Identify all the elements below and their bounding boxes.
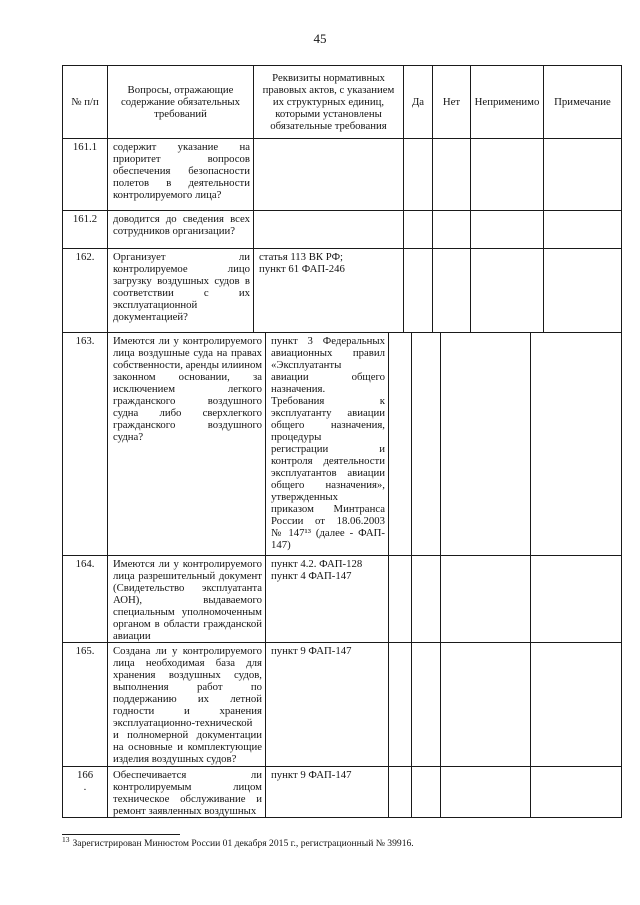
not-applicable-cell xyxy=(441,556,531,643)
question-cell xyxy=(108,556,266,643)
note-cell xyxy=(544,249,622,333)
requisites-cell xyxy=(266,767,389,818)
note-cell xyxy=(531,556,622,643)
no-cell xyxy=(412,767,441,818)
text-line: пункт 61 ФАП-246 xyxy=(259,263,345,275)
text-line: общего назначения, xyxy=(271,419,385,431)
table-row xyxy=(63,249,622,333)
text-line: хранения воздушных судов, xyxy=(113,669,262,681)
text-line: полетов в деятельности xyxy=(113,177,250,189)
text-line: законном основании, за xyxy=(113,371,262,383)
table-row xyxy=(63,139,622,211)
header-yes: Да xyxy=(404,66,433,139)
text-line: статья 113 ВК РФ; xyxy=(259,251,344,263)
text-line: Имеются ли у контролируемого xyxy=(113,558,262,570)
no-cell xyxy=(433,249,471,333)
paragraph xyxy=(113,769,262,817)
requisites-cell xyxy=(254,249,404,333)
checklist-table-top xyxy=(62,65,622,333)
paragraph xyxy=(271,645,385,657)
yes-cell xyxy=(389,643,412,767)
table-row xyxy=(63,643,622,767)
text-line: Организует ли xyxy=(113,251,250,263)
yes-cell xyxy=(389,333,412,556)
yes-cell xyxy=(404,249,433,333)
text-line: лица воздушные суда на правах xyxy=(113,347,262,359)
requisites-cell xyxy=(266,556,389,643)
not-applicable-cell xyxy=(441,767,531,818)
header-text-line: правовых актов, с указанием xyxy=(262,84,395,96)
paragraph xyxy=(113,141,250,201)
row-number: 161.2 xyxy=(72,213,98,225)
text-line: эксплуатанту авиации xyxy=(271,407,385,419)
header-text-line: содержание обязательных xyxy=(121,96,240,108)
paragraph xyxy=(271,570,385,582)
text-line: гражданского воздушного xyxy=(113,395,262,407)
text-line: Обеспечивается ли xyxy=(113,769,262,781)
text-line: Создана ли у контролируемого xyxy=(113,645,262,657)
row-number-cell xyxy=(63,643,108,767)
checklist-table-bottom xyxy=(62,332,622,818)
paragraph xyxy=(271,558,385,570)
text-line: исключением легкого xyxy=(113,383,262,395)
text-line: контроля деятельности xyxy=(271,455,385,467)
row-number: 161.1 xyxy=(72,141,98,153)
header-text-line: Вопросы, отражающие xyxy=(127,84,234,96)
text-line: приоритет вопросов xyxy=(113,153,250,165)
table-row xyxy=(63,333,622,556)
header-text-line: Реквизиты нормативных xyxy=(272,72,385,84)
text-line: годности и хранения xyxy=(113,705,262,717)
text-line: 147) xyxy=(271,539,291,551)
text-line: регистрации и xyxy=(271,443,385,455)
row-number-cell xyxy=(63,767,108,818)
header-text-line: требований xyxy=(154,108,207,120)
text-line: «Эксплуатанты xyxy=(271,359,342,371)
text-line: лица необходимая база для xyxy=(113,657,262,669)
paragraph xyxy=(113,558,262,642)
text-line: собственности, аренды илиином xyxy=(113,359,263,371)
text-line: авиационных правил xyxy=(271,347,385,359)
text-line: пункт 3 Федеральных xyxy=(271,335,385,347)
header-note: Примечание xyxy=(544,66,622,139)
text-line: и полномерной документации xyxy=(113,729,262,741)
yes-cell xyxy=(404,211,433,249)
header-requisites xyxy=(254,66,404,139)
note-cell xyxy=(531,333,622,556)
paragraph xyxy=(271,769,385,781)
table-row xyxy=(63,211,622,249)
not-applicable-cell xyxy=(471,249,544,333)
note-cell xyxy=(531,767,622,818)
note-cell xyxy=(544,139,622,211)
text-line: эксплуатационно-технической xyxy=(113,717,253,729)
table-row xyxy=(63,556,622,643)
paragraph xyxy=(113,335,262,443)
text-line: лица разрешительный документ xyxy=(113,570,262,582)
text-line: эксплуатационной xyxy=(113,299,198,311)
text-line: органом в области гражданской xyxy=(113,618,262,630)
paragraph xyxy=(113,251,250,323)
no-cell xyxy=(412,556,441,643)
text-line: Имеются ли у контролируемого xyxy=(113,335,262,347)
paragraph xyxy=(271,335,385,551)
no-cell xyxy=(433,211,471,249)
row-number-cell xyxy=(63,249,108,333)
not-applicable-cell xyxy=(471,139,544,211)
requisites-cell xyxy=(254,211,404,249)
text-line: изделия воздушных судов? xyxy=(113,753,237,765)
header-number: № п/п xyxy=(63,66,108,139)
text-line: доводится до сведения всех xyxy=(113,213,250,225)
row-number: 164. xyxy=(75,558,95,570)
text-line: авиации общего xyxy=(271,371,385,383)
text-line: контролируемого лица? xyxy=(113,189,222,201)
note-cell xyxy=(544,211,622,249)
yes-cell xyxy=(389,556,412,643)
no-cell xyxy=(433,139,471,211)
not-applicable-cell xyxy=(441,643,531,767)
page-number: 45 xyxy=(313,31,327,46)
requisites-cell xyxy=(254,139,404,211)
table-header-row xyxy=(63,66,622,139)
text-line: техническое обслуживание и xyxy=(113,793,262,805)
text-line: загрузку воздушных судов в xyxy=(113,275,250,287)
question-cell xyxy=(108,333,266,556)
note-cell xyxy=(531,643,622,767)
text-line: пункт 9 ФАП-147 xyxy=(271,769,352,781)
requisites-cell xyxy=(266,333,389,556)
row-number-cell xyxy=(63,333,108,556)
requisites-cell xyxy=(266,643,389,767)
row-number: . xyxy=(83,781,87,793)
text-line: судна? xyxy=(113,431,144,443)
header-no: Нет xyxy=(433,66,471,139)
row-number: 162. xyxy=(75,251,95,263)
footnote-marker: 13 xyxy=(62,834,70,844)
paragraph xyxy=(113,645,262,765)
text-line: соответствии с их xyxy=(113,287,250,299)
text-line: эксплуатантов авиации xyxy=(271,467,385,479)
row-number-cell xyxy=(63,211,108,249)
text-line: поддержанию их летной xyxy=(113,693,262,705)
header-not-applicable: Неприменимо xyxy=(471,66,544,139)
footnote-separator xyxy=(62,834,180,835)
text-line: пункт 4 ФАП-147 xyxy=(271,570,352,582)
text-line: контролируемым лицом xyxy=(113,781,262,793)
no-cell xyxy=(412,643,441,767)
text-line: ремонт заявленных воздушных xyxy=(113,805,257,817)
text-line: выполнения работ по xyxy=(113,681,262,693)
header-questions xyxy=(108,66,254,139)
header-text-line: их структурных единиц, xyxy=(272,96,385,108)
text-line: специальным уполномоченным xyxy=(113,606,262,618)
row-number-cell xyxy=(63,556,108,643)
yes-cell xyxy=(389,767,412,818)
paragraph xyxy=(259,251,400,263)
text-line: документацией? xyxy=(113,311,188,323)
text-line: содержит указание на xyxy=(113,141,250,153)
question-cell xyxy=(108,767,266,818)
paragraph xyxy=(259,263,400,275)
text-line: Требования к xyxy=(271,395,385,407)
text-line: сотрудников организации? xyxy=(113,225,236,237)
text-line: приказом Минтранса xyxy=(271,503,385,515)
paragraph xyxy=(113,213,250,237)
text-line: контролируемое лицо xyxy=(113,263,250,275)
question-cell xyxy=(108,211,254,249)
text-line: обеспечения безопасности xyxy=(113,165,250,177)
text-line: процедуры xyxy=(271,431,322,443)
not-applicable-cell xyxy=(471,211,544,249)
text-line: гражданского воздушного xyxy=(113,419,262,431)
text-line: России от 18.06.2003 xyxy=(271,515,385,527)
row-number: 165. xyxy=(75,645,95,657)
row-number: 163. xyxy=(75,335,95,347)
yes-cell xyxy=(404,139,433,211)
row-number: 166 xyxy=(76,769,94,781)
footnote xyxy=(62,834,414,851)
table-row xyxy=(63,767,622,818)
text-line: пункт 4.2. ФАП-128 xyxy=(271,558,363,570)
question-cell xyxy=(108,643,266,767)
header-text-line: которыми установлены xyxy=(275,108,382,120)
header-text-line: обязательные требования xyxy=(270,120,387,132)
text-line: на основные и комплектующие xyxy=(113,741,262,753)
question-cell xyxy=(108,249,254,333)
text-line: (Свидетельство эксплуатанта xyxy=(113,582,262,594)
text-line: № 147¹³ (далее - ФАП- xyxy=(271,527,385,539)
text-line: утвержденных xyxy=(271,491,339,503)
text-line: АОН), выдаваемого xyxy=(113,594,262,606)
footnote-text: Зарегистрирован Минюстом России 01 декабря 2015 г., регистрационный № 39916. xyxy=(72,838,414,849)
text-line: авиации xyxy=(113,630,151,642)
text-line: назначения. xyxy=(271,383,326,395)
not-applicable-cell xyxy=(441,333,531,556)
text-line: общего назначения», xyxy=(271,479,385,491)
text-line: судна либо сверхлегкого xyxy=(113,407,262,419)
text-line: пункт 9 ФАП-147 xyxy=(271,645,352,657)
no-cell xyxy=(412,333,441,556)
question-cell xyxy=(108,139,254,211)
row-number-cell xyxy=(63,139,108,211)
